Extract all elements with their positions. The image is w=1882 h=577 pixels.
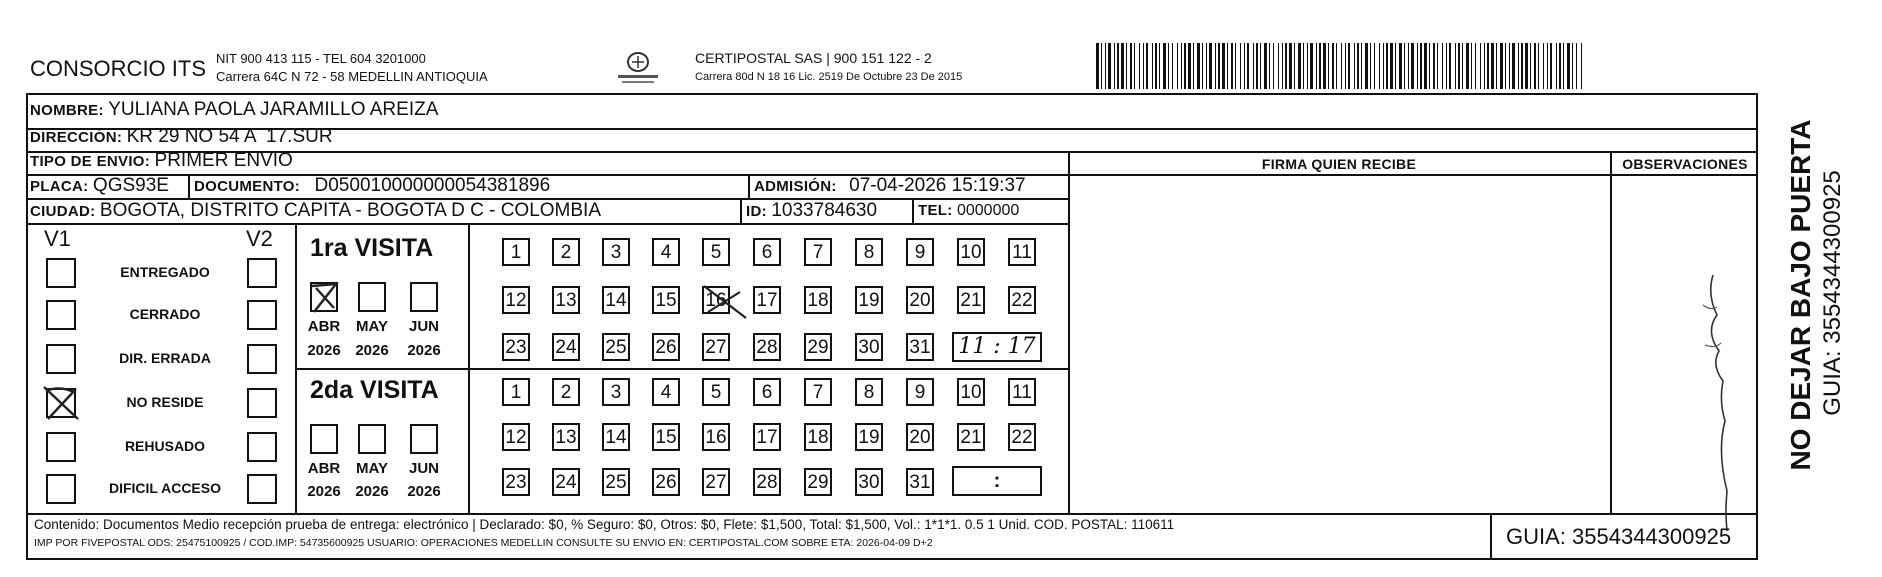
first-visit-day[interactable]: 21 [957,286,985,314]
second-visit-day[interactable]: 24 [552,468,580,496]
second-visit-day[interactable]: 23 [502,468,530,496]
month-year: 2026 [407,342,441,359]
month-checkbox[interactable] [358,282,386,312]
first-visit-time-box[interactable] [952,332,1042,362]
first-visit-day[interactable]: 10 [957,238,985,266]
first-visit-day[interactable]: 18 [804,286,832,314]
second-visit-time-box[interactable] [952,466,1042,496]
first-visit-time: 11 : 17 [958,334,1036,359]
second-visit-day[interactable]: 4 [652,378,680,406]
company-nit: NIT 900 413 115 - TEL 604 3201000 [216,51,426,66]
v1-checkbox[interactable] [46,432,76,462]
barcode [1096,43,1586,89]
month-checkbox[interactable] [358,424,386,454]
documento-label: DOCUMENTO: [194,178,301,195]
first-visit-day[interactable]: 23 [502,333,530,361]
side-warning [1762,102,1856,492]
v1-label: V1 [44,226,71,251]
admision-value: 07-04-2026 15:19:37 [849,175,1026,196]
second-visit-day[interactable]: 27 [702,468,730,496]
first-visit-day[interactable]: 19 [855,286,883,314]
check-mark-icon [306,278,342,314]
status-label: DIR. ERRADA [119,350,211,366]
first-visit-day[interactable]: 16 [702,286,730,314]
first-visit-day[interactable]: 3 [602,238,630,266]
first-visit-day[interactable]: 6 [753,238,781,266]
direccion-value: KR 29 NO 54 A 17.SUR [126,126,333,147]
first-visit-day[interactable]: 14 [602,286,630,314]
carrier-license: Carrera 80d N 18 16 Lic. 2519 De Octubre 23 De 2015 [695,71,963,83]
second-visit-day[interactable]: 18 [804,423,832,451]
documento-row [194,175,550,197]
ciudad-label: CIUDAD: [30,203,96,220]
first-visit-day[interactable]: 22 [1008,286,1036,314]
second-visit-time: : [993,470,1001,492]
placa-row [30,175,169,197]
v2-checkbox[interactable] [247,344,277,374]
second-visit-day[interactable]: 26 [652,468,680,496]
tipo-label: TIPO DE ENVIO: [30,153,151,170]
first-visit-day[interactable]: 13 [552,286,580,314]
handwritten-mark [1685,275,1745,535]
second-visit-day[interactable]: 7 [804,378,832,406]
v2-checkbox[interactable] [247,258,277,288]
nombre-label: NOMBRE: [30,102,104,119]
second-visit-day[interactable]: 11 [1008,378,1036,406]
first-visit-day[interactable]: 9 [906,238,934,266]
side-line2: GUIA: 3554344300925 [1819,170,1846,416]
id-value: 1033784630 [771,200,878,221]
company-address: Carrera 64C N 72 - 58 MEDELLIN ANTIOQUIA [216,69,488,84]
status-label: ENTREGADO [120,264,210,280]
second-visit-day[interactable]: 21 [957,423,985,451]
tel-label: TEL: [918,202,953,219]
observaciones-label: OBSERVACIONES [1622,156,1748,172]
placa-label: PLACA: [30,178,89,195]
second-visit-title: 2da VISITA [310,376,439,404]
admision-label: ADMISIÓN: [754,178,837,195]
month-year: 2026 [355,342,389,359]
second-visit-day[interactable]: 9 [906,378,934,406]
second-visit-day[interactable]: 31 [906,468,934,496]
first-visit-day[interactable]: 27 [702,333,730,361]
second-visit-day[interactable]: 2 [552,378,580,406]
second-visit-day[interactable]: 22 [1008,423,1036,451]
month-year: 2026 [355,483,389,500]
first-visit-day[interactable]: 28 [753,333,781,361]
month-label: JUN [408,460,439,477]
second-visit-day[interactable]: 13 [552,423,580,451]
status-label: DIFICIL ACCESO [108,480,221,496]
month-label: MAY [356,460,388,477]
v1-checkbox[interactable] [46,300,76,330]
admision-row [754,175,1026,197]
month-label: MAY [356,318,388,335]
v1-checkbox[interactable] [46,474,76,504]
first-visit-day[interactable]: 4 [652,238,680,266]
v1-checkbox[interactable] [46,258,76,288]
month-checkbox[interactable] [410,424,438,454]
first-visit-day[interactable]: 11 [1008,238,1036,266]
v2-label: V2 [246,226,273,251]
first-visit-day[interactable]: 30 [855,333,883,361]
first-visit-day[interactable]: 7 [804,238,832,266]
first-visit-day[interactable]: 31 [906,333,934,361]
direccion-label: DIRECCIÓN: [30,129,123,146]
second-visit-day[interactable]: 14 [602,423,630,451]
first-visit-day[interactable]: 20 [906,286,934,314]
second-visit-day[interactable]: 28 [753,468,781,496]
day-mark-icon [700,282,750,322]
second-visit-day[interactable]: 20 [906,423,934,451]
id-row [746,200,877,222]
first-visit-day[interactable]: 15 [652,286,680,314]
tipo-row [30,150,293,172]
carrier-logo-icon [612,48,664,88]
first-visit-day[interactable]: 12 [502,286,530,314]
v2-checkbox[interactable] [247,300,277,330]
first-visit-day[interactable]: 5 [702,238,730,266]
first-visit-day[interactable]: 25 [602,333,630,361]
first-visit-day[interactable]: 2 [552,238,580,266]
second-visit-day[interactable]: 15 [652,423,680,451]
nombre-row [30,99,438,121]
firma-label: FIRMA QUIEN RECIBE [1261,156,1417,172]
carrier-name: CERTIPOSTAL SAS | 900 151 122 - 2 [695,50,932,66]
month-label: ABR [307,460,341,477]
id-label: ID: [746,203,767,220]
first-visit-day[interactable]: 29 [804,333,832,361]
month-label: JUN [408,318,439,335]
first-visit-day[interactable]: 26 [652,333,680,361]
second-visit-day[interactable]: 16 [702,423,730,451]
nombre-value: YULIANA PAOLA JARAMILLO AREIZA [108,99,439,120]
status-label: REHUSADO [124,438,206,454]
first-visit-title: 1ra VISITA [310,234,434,262]
month-year: 2026 [307,342,341,359]
tipo-value: PRIMER ENVIO [154,150,293,171]
ciudad-row [30,200,601,222]
first-visit-day[interactable]: 1 [502,238,530,266]
second-visit-day[interactable]: 6 [753,378,781,406]
direccion-row [30,126,333,148]
second-visit-day[interactable]: 29 [804,468,832,496]
second-visit-day[interactable]: 25 [602,468,630,496]
placa-value: QGS93E [92,175,169,196]
v2-checkbox[interactable] [247,474,277,504]
footer-print-info: IMP POR FIVEPOSTAL ODS: 25475100925 / COD.IMP: 54735600925 USUARIO: OPERACIONES MEDELLIN CONSULTE SU ENVIO EN: CERTIPOSTAL.COM SOBRE ETA: 2026-04-09 D+2 [34,537,933,549]
first-visit-day[interactable]: 17 [753,286,781,314]
second-visit-day[interactable]: 30 [855,468,883,496]
footer-content: Contenido: Documentos Medio recepción prueba de entrega: electrónico | Declarado: $0, % Seguro: $0, Otros: $0, Flete: $1,500, Total: $1,500, Vol.: 1*1*1. 0.5 1 Unid. COD. POSTAL: 110611 [34,517,1175,532]
documento-value: D050010000000054381896 [314,175,551,196]
month-year: 2026 [307,483,341,500]
status-label: NO RESIDE [126,394,204,410]
second-visit-day[interactable]: 5 [702,378,730,406]
ciudad-value: BOGOTA, DISTRITO CAPITA - BOGOTA D C - COLOMBIA [99,200,601,221]
v1-checkbox[interactable] [46,344,76,374]
tel-row [918,202,1019,220]
second-visit-day[interactable]: 17 [753,423,781,451]
second-visit-day[interactable]: 8 [855,378,883,406]
month-label: ABR [307,318,341,335]
second-visit-day[interactable]: 10 [957,378,985,406]
month-checkbox[interactable] [310,424,338,454]
v2-checkbox[interactable] [247,432,277,462]
tel-value: 0000000 [956,202,1020,219]
month-checkbox[interactable] [410,282,438,312]
second-visit-day[interactable]: 3 [602,378,630,406]
second-visit-day[interactable]: 1 [502,378,530,406]
month-year: 2026 [407,483,441,500]
check-mark-icon [40,383,82,423]
side-line1: NO DEJAR BAJO PUERTA [1785,119,1816,471]
v2-checkbox[interactable] [247,388,277,418]
status-label: CERRADO [129,306,201,322]
first-visit-day[interactable]: 24 [552,333,580,361]
company-name: CONSORCIO ITS [30,56,207,81]
footer-guia: GUIA: 3554344300925 [1506,524,1732,549]
second-visit-day[interactable]: 19 [855,423,883,451]
second-visit-day[interactable]: 12 [502,423,530,451]
first-visit-day[interactable]: 8 [855,238,883,266]
